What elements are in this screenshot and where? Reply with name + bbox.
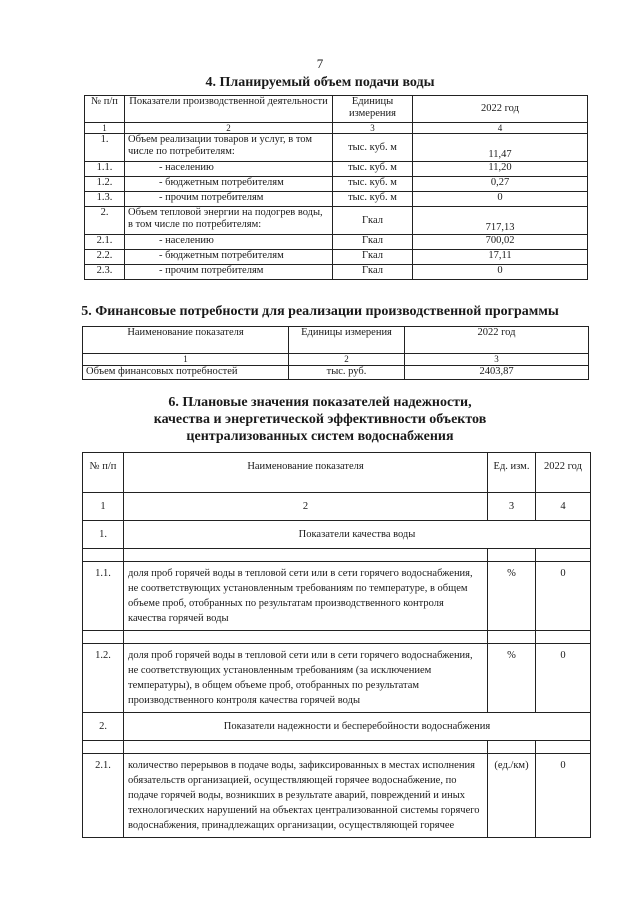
row-unit: % bbox=[488, 644, 536, 713]
col-number: 1 bbox=[83, 354, 289, 366]
row-value: 0 bbox=[536, 562, 591, 631]
row-name: - прочим потребителям bbox=[125, 192, 333, 207]
table-row bbox=[85, 162, 588, 177]
row-unit: тыс. руб. bbox=[289, 366, 405, 380]
header-indicator: Наименование показателя bbox=[83, 327, 289, 354]
col-number: 2 bbox=[124, 493, 488, 521]
row-unit: тыс. куб. м bbox=[333, 162, 413, 177]
row-value: 2403,87 bbox=[405, 366, 589, 380]
table-row bbox=[85, 265, 588, 280]
header-year: 2022 год bbox=[413, 96, 588, 123]
table-row bbox=[83, 562, 591, 631]
row-unit: Гкал bbox=[333, 235, 413, 250]
table-row bbox=[85, 134, 588, 162]
table-row bbox=[83, 754, 591, 838]
reliability-indicators-table bbox=[82, 452, 591, 838]
col-number: 2 bbox=[289, 354, 405, 366]
row-unit: тыс. куб. м bbox=[333, 134, 413, 162]
row-name: - населению bbox=[125, 235, 333, 250]
row-name: количество перерывов в подаче воды, зафиксированных в местах исполнения обязательств организацией, осуществляющей горячее водоснабжение, по подаче горячей воды, возникших в результате аварий, повреждений и иных технологических нарушений на объектах централизованной системы горячего водоснабжения, принадлежащих организации, осуществляющей горячее bbox=[124, 754, 488, 838]
row-value: 0 bbox=[413, 265, 588, 280]
row-number: 1. bbox=[85, 134, 125, 162]
section-6-title-line: централизованных систем водоснабжения bbox=[186, 429, 454, 444]
row-name: Объем финансовых потребностей bbox=[83, 366, 289, 380]
row-value: 11,20 bbox=[413, 162, 588, 177]
table-row bbox=[83, 644, 591, 713]
financial-needs-table bbox=[82, 326, 589, 380]
header-number: № п/п bbox=[85, 96, 125, 123]
row-number: 1.3. bbox=[85, 192, 125, 207]
row-name: Объем реализации товаров и услуг, в том числе по потребителям: bbox=[125, 134, 333, 162]
col-number: 2 bbox=[125, 123, 333, 134]
header-indicator: Наименование показателя bbox=[124, 453, 488, 493]
header-unit: Единицы измерения bbox=[333, 96, 413, 123]
col-number: 3 bbox=[333, 123, 413, 134]
group-number: 1. bbox=[83, 521, 124, 549]
table-row bbox=[83, 366, 589, 380]
col-number: 4 bbox=[536, 493, 591, 521]
row-name: - населению bbox=[125, 162, 333, 177]
header-indicator: Показатели производственной деятельности bbox=[125, 96, 333, 123]
header-unit: Единицы измерения bbox=[289, 327, 405, 354]
row-name: Объем тепловой энергии на подогрев воды, в том числе по потребителям: bbox=[125, 207, 333, 235]
row-number: 1.2. bbox=[85, 177, 125, 192]
row-unit: (ед./км) bbox=[488, 754, 536, 838]
planned-water-supply-table bbox=[84, 95, 588, 280]
col-number: 3 bbox=[405, 354, 589, 366]
row-number: 1.2. bbox=[83, 644, 124, 713]
row-number: 2.1. bbox=[83, 754, 124, 838]
header-year: 2022 год bbox=[536, 453, 591, 493]
table-row bbox=[85, 250, 588, 265]
header-number: № п/п bbox=[83, 453, 124, 493]
group-row bbox=[83, 521, 591, 549]
row-value: 17,11 bbox=[413, 250, 588, 265]
section-5-title: 5. Финансовые потребности для реализации производственной программы bbox=[81, 304, 559, 319]
row-value: 717,13 bbox=[413, 207, 588, 235]
row-value: 0,27 bbox=[413, 177, 588, 192]
row-name: доля проб горячей воды в тепловой сети или в сети горячего водоснабжения, не соответствующих установленным требованиям (за исключением температуры), в общем объеме проб, отобранных по результатам производственного контроля качества горячей воды bbox=[124, 644, 488, 713]
row-number: 1.1. bbox=[83, 562, 124, 631]
table-row bbox=[85, 177, 588, 192]
row-value: 0 bbox=[536, 754, 591, 838]
table-row bbox=[85, 192, 588, 207]
row-unit: Гкал bbox=[333, 250, 413, 265]
section-6-title-line: качества и энергетической эффективности объектов bbox=[153, 412, 487, 427]
row-number: 2. bbox=[85, 207, 125, 235]
row-name: - бюджетным потребителям bbox=[125, 177, 333, 192]
row-unit: Гкал bbox=[333, 265, 413, 280]
group-number: 2. bbox=[83, 713, 124, 741]
col-number: 3 bbox=[488, 493, 536, 521]
section-4-title: 4. Планируемый объем подачи воды bbox=[205, 75, 435, 90]
row-value: 0 bbox=[413, 192, 588, 207]
section-6-title-line: 6. Плановые значения показателей надежности, bbox=[168, 395, 472, 410]
row-unit: тыс. куб. м bbox=[333, 192, 413, 207]
col-number: 1 bbox=[83, 493, 124, 521]
row-number: 2.1. bbox=[85, 235, 125, 250]
row-number: 2.3. bbox=[85, 265, 125, 280]
row-value: 11,47 bbox=[413, 134, 588, 162]
group-title: Показатели качества воды bbox=[124, 521, 591, 549]
row-unit: Гкал bbox=[333, 207, 413, 235]
col-number: 4 bbox=[413, 123, 588, 134]
row-name: - прочим потребителям bbox=[125, 265, 333, 280]
page-number: 7 bbox=[316, 56, 324, 71]
table-row bbox=[85, 207, 588, 235]
row-unit: % bbox=[488, 562, 536, 631]
group-title: Показатели надежности и бесперебойности водоснабжения bbox=[124, 713, 591, 741]
row-number: 1.1. bbox=[85, 162, 125, 177]
row-value: 700,02 bbox=[413, 235, 588, 250]
row-name: - бюджетным потребителям bbox=[125, 250, 333, 265]
section-6-title bbox=[0, 394, 640, 445]
col-number: 1 bbox=[85, 123, 125, 134]
row-value: 0 bbox=[536, 644, 591, 713]
row-unit: тыс. куб. м bbox=[333, 177, 413, 192]
table-row bbox=[85, 235, 588, 250]
row-name: доля проб горячей воды в тепловой сети или в сети горячего водоснабжения, не соответствующих установленным требованиям по температуре, в общем объеме проб, отобранных по результатам производственного контроля качества горячей воды bbox=[124, 562, 488, 631]
group-row bbox=[83, 713, 591, 741]
row-number: 2.2. bbox=[85, 250, 125, 265]
header-year: 2022 год bbox=[405, 327, 589, 354]
header-unit: Ед. изм. bbox=[488, 453, 536, 493]
